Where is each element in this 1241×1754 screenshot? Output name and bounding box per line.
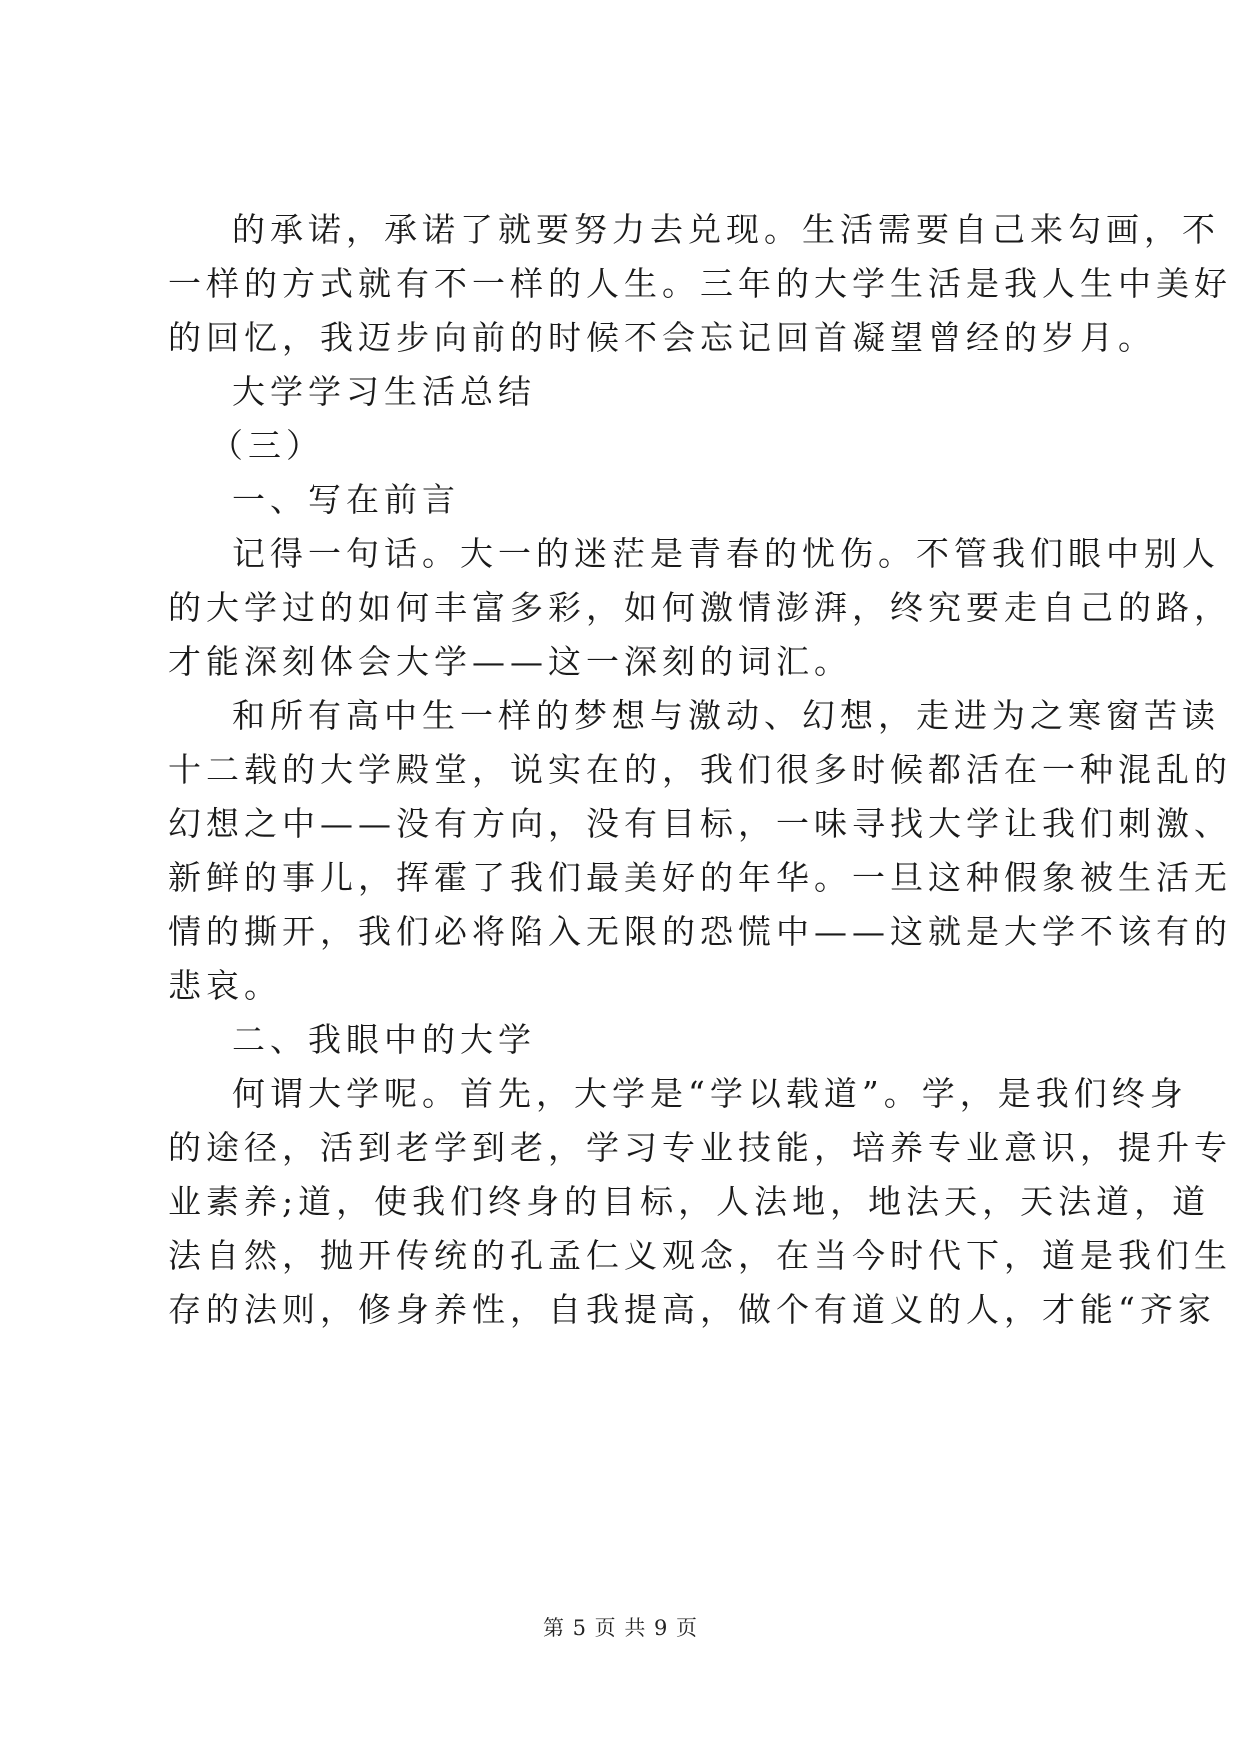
text-line: 的回忆，我迈步向前的时候不会忘记回首凝望曾经的岁月。 (168, 318, 1156, 357)
text-line: 新鲜的事儿，挥霍了我们最美好的年华。一旦这种假象被生活无 (168, 858, 1232, 897)
section-heading: 一、写在前言 (232, 480, 460, 519)
text-line: 法自然，抛开传统的孔孟仁义观念，在当今时代下，道是我们生 (168, 1236, 1232, 1275)
text-line: 存的法则，修身养性，自我提高，做个有道义的人，才能“齐家 (168, 1290, 1216, 1329)
page-number-footer: 第 5 页 共 9 页 (542, 1616, 699, 1640)
text-line: 幻想之中——没有方向，没有目标，一味寻找大学让我们刺激、 (168, 804, 1232, 843)
text-line: 和所有高中生一样的梦想与激动、幻想，走进为之寒窗苦读 (232, 696, 1220, 735)
text-line: 一样的方式就有不一样的人生。三年的大学生活是我人生中美好 (168, 264, 1232, 303)
text-line: 的承诺，承诺了就要努力去兑现。生活需要自己来勾画，不 (232, 210, 1220, 249)
section-title: 大学学习生活总结 (232, 372, 536, 411)
text-line: 何谓大学呢。首先，大学是“学以载道”。学，是我们终身 (232, 1074, 1188, 1113)
text-line: 才能深刻体会大学——这一深刻的词汇。 (168, 642, 852, 681)
text-line: 十二载的大学殿堂，说实在的，我们很多时候都活在一种混乱的 (168, 750, 1232, 789)
section-number: （三） (210, 426, 324, 465)
text-line: 悲哀。 (168, 966, 282, 1005)
text-line: 业素养;道，使我们终身的目标，人法地，地法天，天法道，道 (168, 1182, 1211, 1221)
text-line: 的途径，活到老学到老，学习专业技能，培养专业意识，提升专 (168, 1128, 1232, 1167)
text-line: 情的撕开，我们必将陷入无限的恐慌中——这就是大学不该有的 (168, 912, 1232, 951)
text-line: 记得一句话。大一的迷茫是青春的忧伤。不管我们眼中别人 (232, 534, 1220, 573)
text-line: 的大学过的如何丰富多彩，如何激情澎湃，终究要走自己的路， (168, 588, 1232, 627)
section-heading: 二、我眼中的大学 (232, 1020, 536, 1059)
